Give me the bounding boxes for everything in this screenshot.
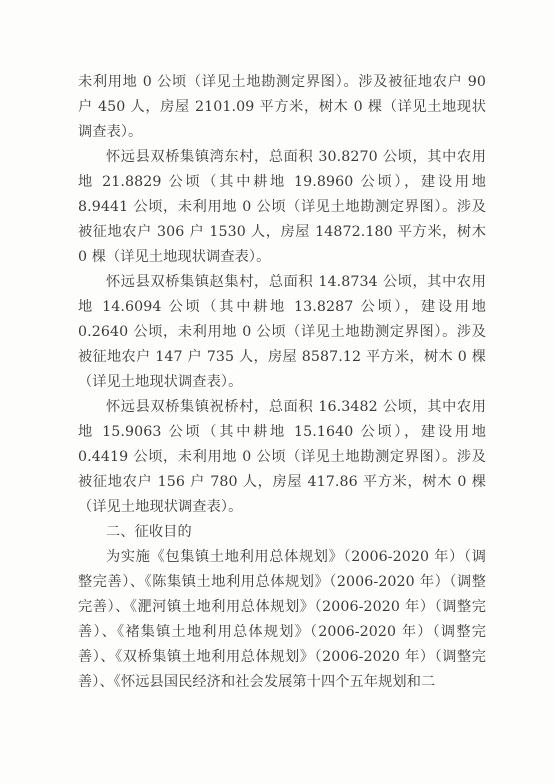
paragraph-zhaoji-village: 怀远县双桥集镇赵集村，总面积 14.8734 公顷，其中农用地 14.6094 公顷（其中耕地 13.8287 公顷），建设用地 0.2640 公顷，未利用地 0 公顷（详见土地勘测定界图）。涉及被征地农户 147 户 735 人，房屋 8587.12 平方米，树木 0 棵（详见土地现状调查表）。 <box>78 274 486 390</box>
document-body <box>78 70 486 695</box>
paragraph-purpose: 为实施《包集镇土地利用总体规划》（2006-2020 年）（调整完善）、《陈集镇土地利用总体规划》（2006-2020 年）（调整完善）、《淝河镇土地利用总体规划》（2006-2020 年）（调整完善）、《褚集镇土地利用总体规划》（2006-2020 年）（调整完善）、《双桥集镇土地利用总体规划》（2006-2020 年）（调整完善）、《怀远县国民经济和社会发展第十四个五年规划和二 <box>78 549 486 690</box>
paragraph-continuation: 未利用地 0 公顷（详见土地勘测定界图）。涉及被征地农户 90 户 450 人，房屋 2101.09 平方米，树木 0 棵（详见土地现状调查表）。 <box>78 74 486 140</box>
paragraph-wandong-village: 怀远县双桥集镇湾东村，总面积 30.8270 公顷，其中农用地 21.8829 公顷（其中耕地 19.8960 公顷），建设用地 8.9441 公顷，未利用地 0 公顷（详见土地勘测定界图）。涉及被征地农户 306 户 1530 人，房屋 14872.180 平方米，树木 0 棵（详见土地现状调查表）。 <box>78 149 486 265</box>
section-heading: 二、征收目的 <box>106 524 192 540</box>
paragraph-zhuqiao-village: 怀远县双桥集镇祝桥村，总面积 16.3482 公顷，其中农用地 15.9063 公顷（其中耕地 15.1640 公顷），建设用地 0.4419 公顷，未利用地 0 公顷（详见土地勘测定界图）。涉及被征地农户 156 户 780 人，房屋 417.86 平方米，树木 0 棵（详见土地现状调查表）。 <box>78 399 486 515</box>
